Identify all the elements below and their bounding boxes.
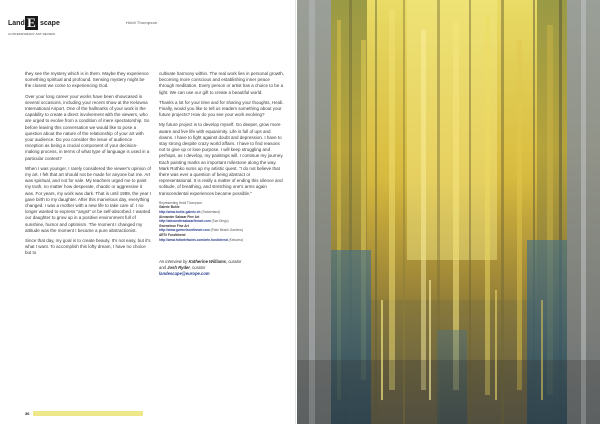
interviewer-2-role: , curator	[189, 265, 206, 271]
interviewer-1-role: , curator	[226, 259, 242, 265]
gallery-link[interactable]: http://www.gwenelsonfineart.com	[159, 228, 210, 233]
interview-prefix: An interview by	[159, 259, 188, 265]
gallery-name: Gweneleon Fine Art	[159, 223, 189, 228]
paragraph: My future project is to develop myself. Go deeper, grow more aware and live life with equanimity. Life is full of ups and downs. I have to fight against doubt and depression. I have to stay strong despite crazy world affairs. I have to find reasons not to give up or lose purpose. I will keep struggling and perhaps, as I develop, my paintings will. I continue my journey. Each painting marks an important milestone along the way. Mark Rothko sums up my artistic quest. "I do not believe that there was ever a question of being abstract or representational. It is really a matter of ending this silence and solitude, of breathing, and stretching one's arms again transcendental experiences became possible."	[159, 122, 284, 196]
gallery-location: (Switzerland)	[201, 210, 220, 215]
logo-e-block: E	[25, 16, 38, 30]
interview-and: and	[159, 265, 166, 271]
logo-tagline: CONTEMPORARY ART REVIEW	[8, 32, 56, 36]
text-column-1	[25, 71, 151, 261]
interviewer-1: Katherine Williams	[188, 259, 227, 265]
page-number: 36	[25, 411, 30, 416]
paragraph: cultivate harmony within. The real work lies in personal growth, becoming more conscious and establishing inner peace through meditation. Every person or artist has a choice to be a light. We can use our gift to create a beautiful world.	[159, 71, 284, 95]
paragraph: they see the mystery which is in them. Maybe they experience something spiritual and profound. Sensing mystery might be the closest we come to experiencing God.	[25, 71, 149, 89]
gallery-name: Galerie Buhle	[159, 205, 180, 210]
gallery-name: ARTe Fundidrend	[159, 233, 186, 238]
gallery-name: Alexander Salazar Fine Art	[159, 214, 200, 219]
interviewer-2: Josh Ryder	[167, 265, 190, 271]
gallery-entry	[159, 238, 285, 243]
artwork-page	[297, 0, 600, 424]
abstract-painting-icon	[297, 0, 600, 424]
logo-scape: scape	[40, 20, 60, 27]
gallery-link[interactable]: http://www.buhle-galerie.ch	[159, 210, 201, 215]
gallery-intro: Representing Heidi Thompson	[159, 200, 202, 205]
paragraph: Over your long career your works have been showcased in several occasions, including your recent show at the Kelowna International Airport. One of the hallmarks of your work is the capability to create a direct involvement with the viewers, who are urged to evolve from a condition of mere spectatorship. So before leaving this conversation we would like to pose a question about the nature of the relationship of your art with your audience. Do you consider the issue of audience reception as being a crucial component of your decision-making process, in terms of what type of language is used in a particular context?	[25, 93, 150, 161]
interview-credit	[159, 259, 285, 277]
gallery-link[interactable]: http://alexandersalazarfineart.com	[159, 219, 211, 224]
gallery-link[interactable]: http://www.fotiartefacies.com/arte-fundidrend	[159, 237, 228, 242]
gallery-location: (Kelowna)	[228, 237, 244, 242]
paragraph: Thanks a lot for your time and for sharing your thoughts, Heidi. Finally, would you like to tell us readers something about your future projects? How do you see your work evolving?	[159, 99, 284, 118]
magazine-logo	[8, 14, 98, 38]
paragraph: When I was younger, I rarely considered the viewer's opinion of my art. I felt that art should not be made for anyone but me. Art was spiritual, and not for sale. My teachers urged me to paint my truth, no matter how desperate, chaotic or aggressive it was. For years, my work was dark. That is until 1989, the year I gave birth to my daughter. After this marvelous day, everything changed. I was a mother with a new life to take care of. I no longer wanted to express "angst" or be self-absorbed. I wanted our daughter to grow up in a positive environment full of sunshine, humor and optimism. The moment I changed my attitude was the moment I became a pure abstractionist.	[25, 165, 151, 233]
paragraph: Since that day, my goal is to create beauty. It's not easy, but it's what I want. To accomplish this lofty dream, I have no choice but to	[25, 238, 151, 256]
left-page	[0, 0, 296, 424]
article-author-header: Heidi Thompson	[126, 20, 158, 25]
gallery-list	[159, 201, 285, 242]
gallery-location: (San Diego)	[211, 219, 229, 224]
gallery-location: (Palm Beach Gardens)	[210, 228, 244, 233]
logo-land: Land	[8, 20, 25, 27]
text-column-2	[159, 71, 285, 277]
footer-bar	[33, 411, 143, 416]
contact-email-link[interactable]: landescape@europe.com	[159, 271, 210, 277]
